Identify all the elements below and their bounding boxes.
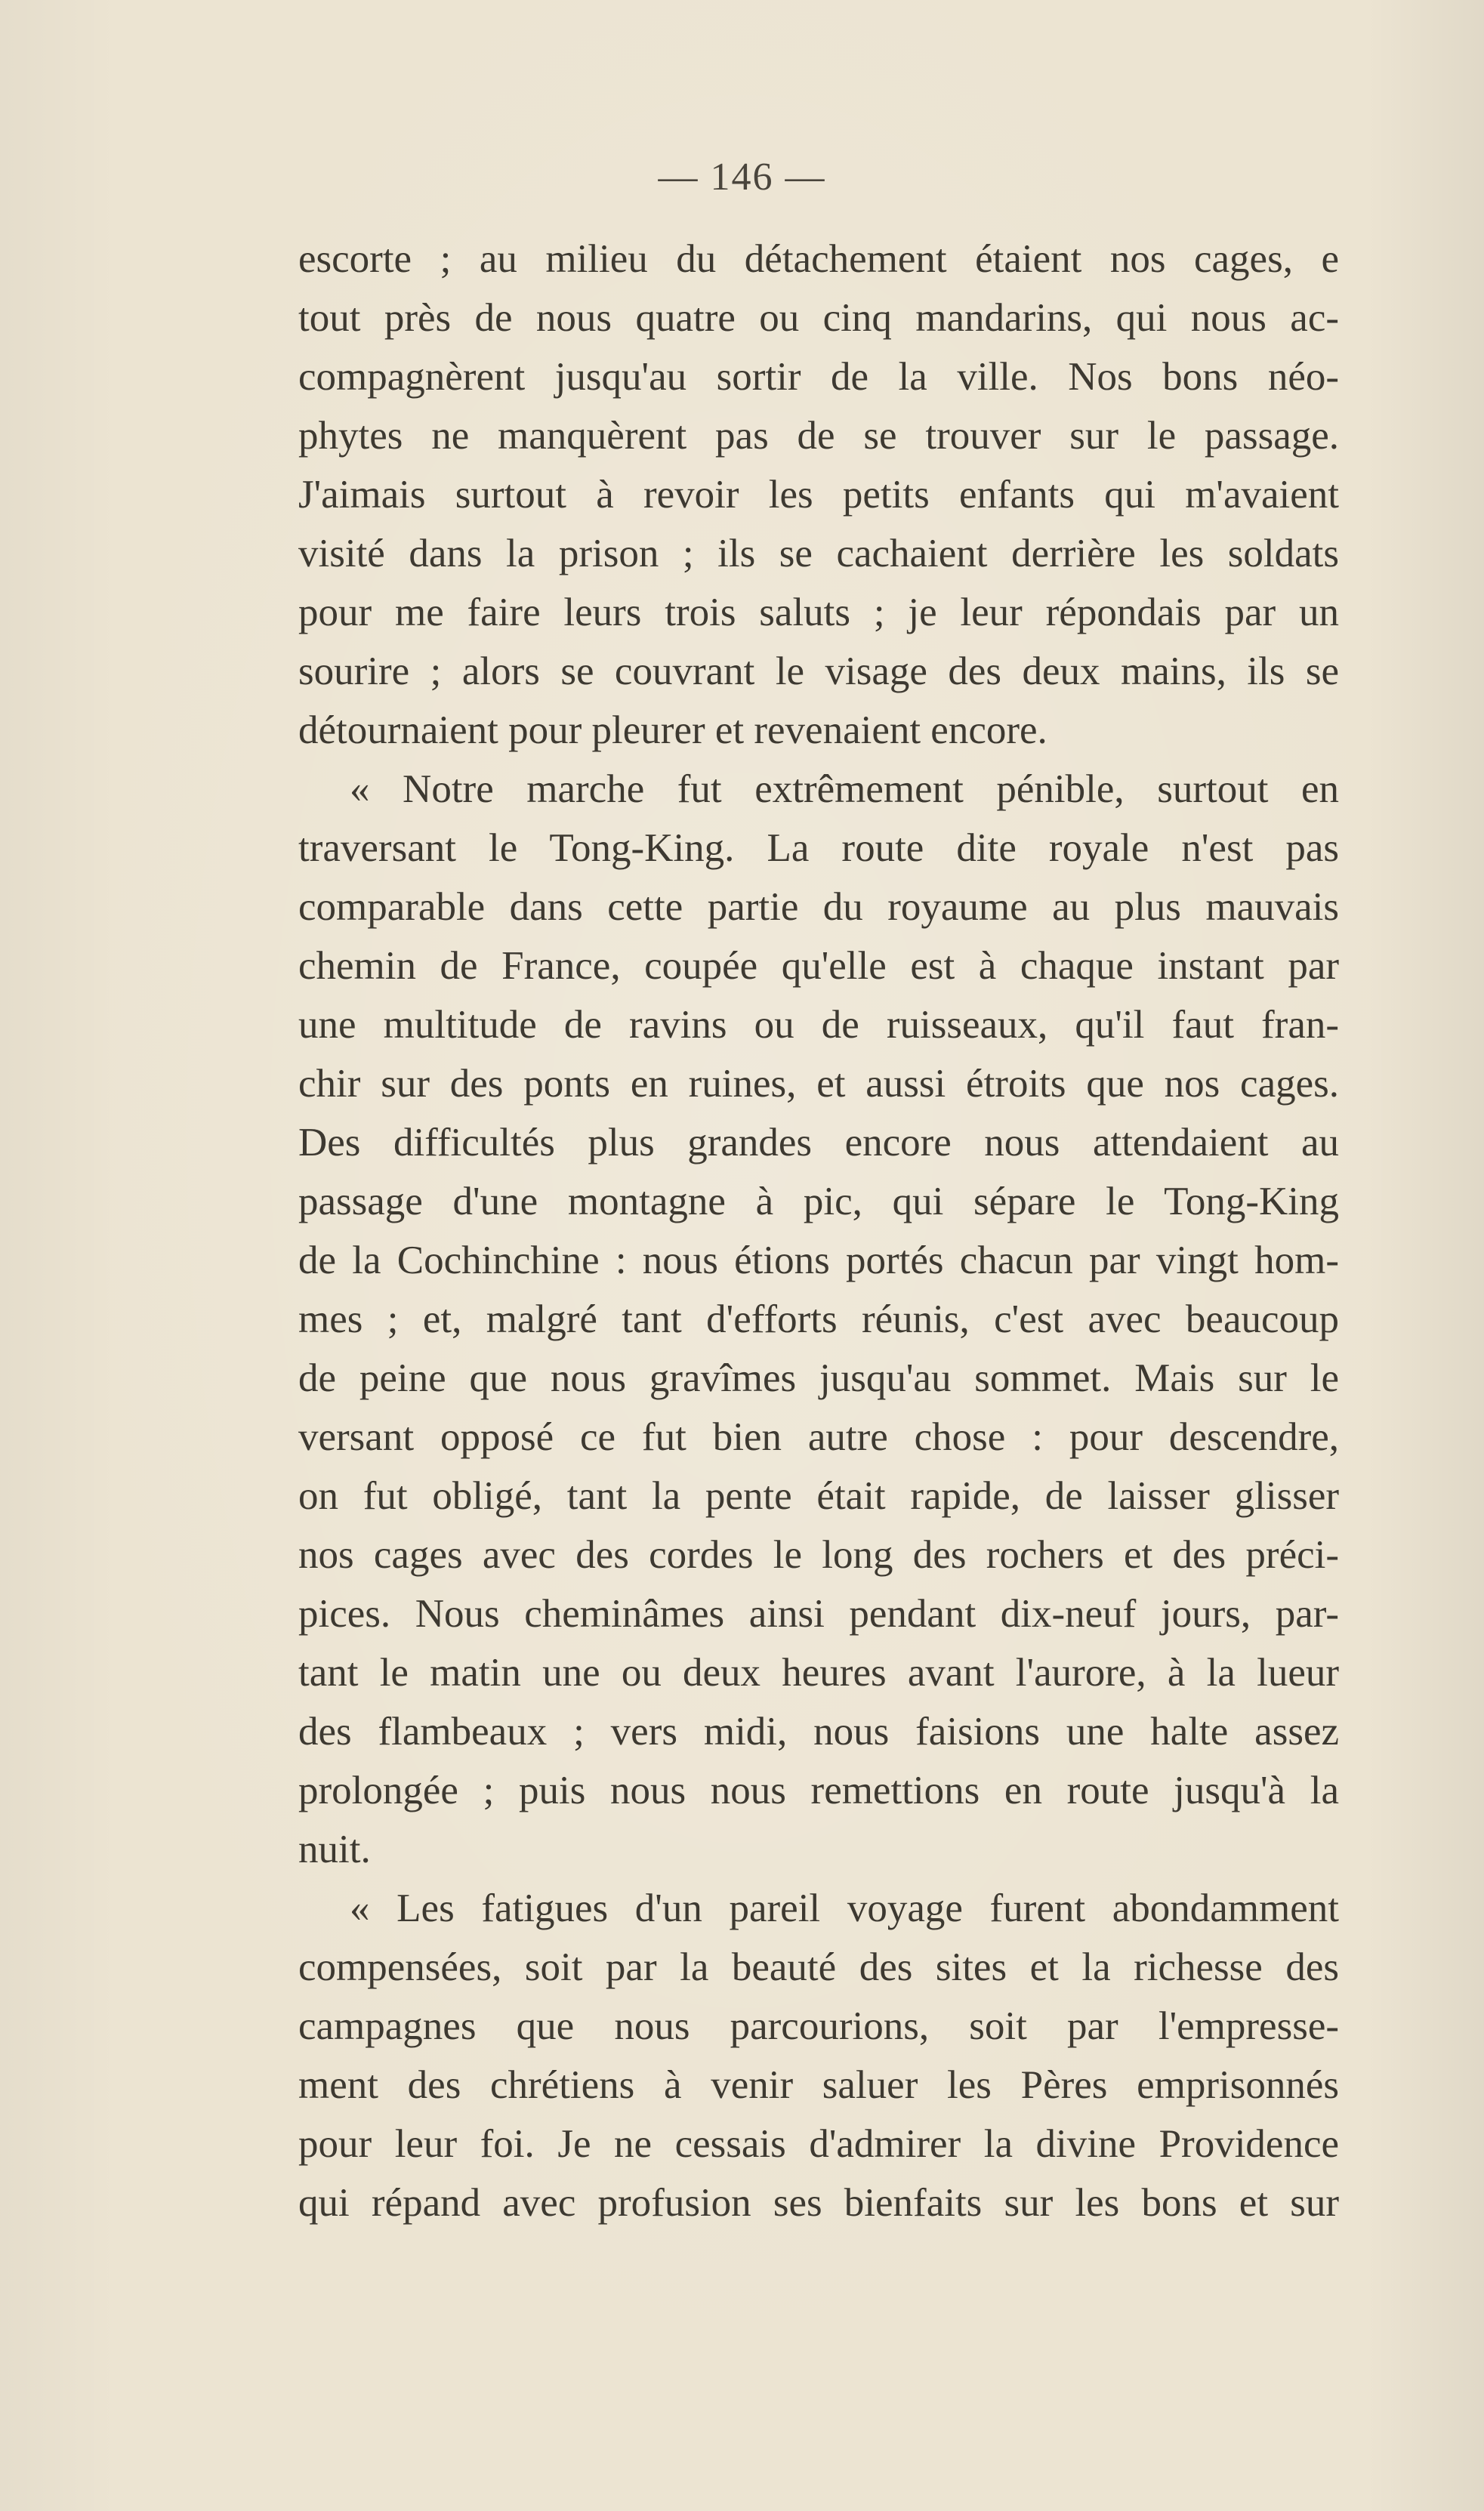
- text-line: visité dans la prison ; ils se cachaient derrière les soldats: [298, 532, 1339, 575]
- text-line: chemin de France, coupée qu'elle est à chaque instant par: [298, 944, 1339, 988]
- text-line: passage d'une montagne à pic, qui sépare le Tong-King: [298, 1180, 1339, 1223]
- text-line: sourire ; alors se couvrant le visage des deux mains, ils se: [298, 649, 1339, 693]
- text-line: versant opposé ce fut bien autre chose : pour descendre,: [298, 1415, 1339, 1459]
- text-line: qui répand avec profusion ses bienfaits sur les bons et sur: [298, 2181, 1339, 2225]
- text-line: chir sur des ponts en ruines, et aussi étroits que nos cages.: [298, 1062, 1339, 1106]
- text-line: on fut obligé, tant la pente était rapide, de laisser glisser: [298, 1474, 1339, 1518]
- text-line: phytes ne manquèrent pas de se trouver sur le passage.: [298, 414, 1339, 458]
- text-line: pour leur foi. Je ne cessais d'admirer la divine Providence: [298, 2122, 1339, 2166]
- page-number: — 146 —: [658, 156, 826, 199]
- text-line: compensées, soit par la beauté des sites et la richesse des: [298, 1945, 1339, 1989]
- text-line: J'aimais surtout à revoir les petits enfants qui m'avaient: [298, 473, 1339, 517]
- body-text: [298, 230, 1339, 2232]
- paragraph-start-line: « Les fatigues d'un pareil voyage furent abondamment: [350, 1886, 1339, 1930]
- text-line: comparable dans cette partie du royaume au plus mauvais: [298, 885, 1339, 929]
- text-line: mes ; et, malgré tant d'efforts réunis, c'est avec beaucoup: [298, 1297, 1339, 1341]
- text-line: de la Cochinchine : nous étions portés chacun par vingt hom-: [298, 1239, 1339, 1282]
- text-line: nuit.: [298, 1828, 371, 1871]
- text-line: prolongée ; puis nous nous remettions en route jusqu'à la: [298, 1769, 1339, 1812]
- text-line: tant le matin une ou deux heures avant l'aurore, à la lueur: [298, 1651, 1339, 1695]
- text-line: détournaient pour pleurer et revenaient encore.: [298, 708, 1047, 752]
- text-line: ment des chrétiens à venir saluer les Pères emprisonnés: [298, 2063, 1339, 2107]
- text-line: traversant le Tong-King. La route dite royale n'est pas: [298, 826, 1339, 870]
- paragraph-start-line: « Notre marche fut extrêmement pénible, surtout en: [350, 767, 1339, 811]
- text-line: une multitude de ravins ou de ruisseaux, qu'il faut fran-: [298, 1003, 1339, 1047]
- text-line: campagnes que nous parcourions, soit par l'empresse-: [298, 2004, 1339, 2048]
- text-line: des flambeaux ; vers midi, nous faisions une halte assez: [298, 1710, 1339, 1754]
- text-line: pour me faire leurs trois saluts ; je leur répondais par un: [298, 591, 1339, 634]
- text-line: compagnèrent jusqu'au sortir de la ville. Nos bons néo-: [298, 355, 1339, 399]
- text-line: nos cages avec des cordes le long des rochers et des préci-: [298, 1533, 1339, 1577]
- text-line: de peine que nous gravîmes jusqu'au sommet. Mais sur le: [298, 1356, 1339, 1400]
- text-line: pices. Nous cheminâmes ainsi pendant dix-neuf jours, par-: [298, 1592, 1339, 1636]
- text-line: tout près de nous quatre ou cinq mandarins, qui nous ac-: [298, 296, 1339, 340]
- text-line: escorte ; au milieu du détachement étaient nos cages, e: [298, 237, 1339, 281]
- text-line: Des difficultés plus grandes encore nous attendaient au: [298, 1121, 1339, 1164]
